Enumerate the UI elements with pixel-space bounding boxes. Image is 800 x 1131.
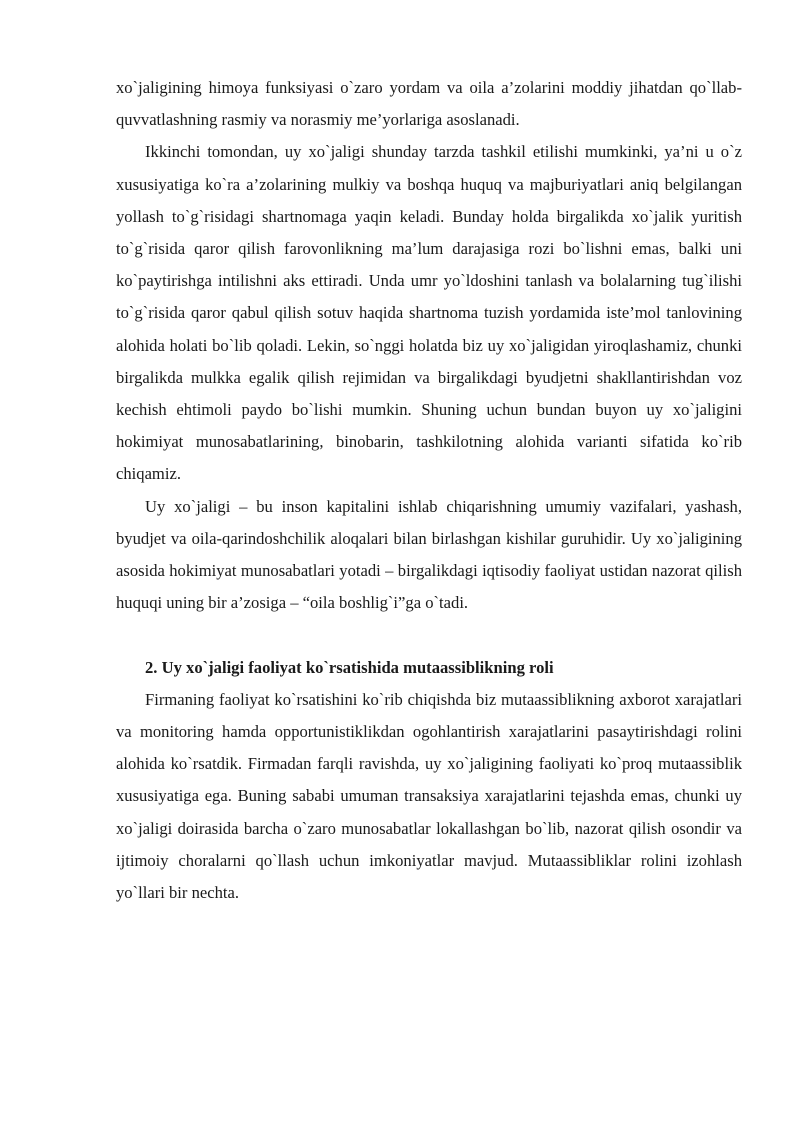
- paragraph-household-definition: Uy xo`jaligi – bu inson kapitalini ishlab chiqarishning umumiy vazifalari, yashash, byudjet va oila-qarindoshchilik aloqalari bilan birlashgan kishilar guruhidir. Uy xo`jaligining asosida hokimiyat munosabatlari yotadi – birgalikdagi iqtisodiy faoliyat ustidan nazorat qilish huquqi uning bir a’zosiga – “oila boshlig`i”ga o`tadi.: [116, 496, 742, 613]
- section-spacer: [116, 619, 742, 651]
- paragraph-continuation: xo`jaligining himoya funksiyasi o`zaro yordam va oila a’zolarini moddiy jihatdan qo`llab-quvvatlashning rasmiy va norasmiy me’yorlariga asoslanadi.: [116, 78, 742, 130]
- document-page: [116, 72, 742, 909]
- paragraph-household-contract: Ikkinchi tomondan, uy xo`jaligi shunday tarzda tashkil etilishi mumkinki, ya’ni u o`z xususiyatiga ko`ra a’zolarining mulkiy va boshqa huquq va majburiyatlari aniq belgilangan yollash to`g`risidagi shartnomaga yaqin keladi. Bunday holda birgalikda xo`jalik yuritish to`g`risida qaror qilish farovonlikning ma’lum darajasiga rozi bo`lishni emas, balki uni ko`paytirishga intilishni aks ettiradi. Unda umr yo`ldoshini tanlash va bolalarning tug`ilishi to`g`risida qaror qabul qilish sotuv haqida shartnoma tuzish yordamida iste’mol tanlovining alohida holati bo`lib qoladi. Lekin, so`nggi holatda biz uy xo`jaligidan yiroqlashamiz, chunki birgalikda mulkka egalik qilish rejimidan va birgalikdagi byudjetni shakllantirishdan voz kechish ehtimoli paydo bo`lishi mumkin. Shuning uchun bundan buyon uy xo`jaligini hokimiyat munosabatlarining, binobarin, tashkilotning alohida varianti sifatida ko`rib chiqamiz.: [116, 142, 742, 484]
- paragraph-section-body: Firmaning faoliyat ko`rsatishini ko`rib chiqishda biz mutaassiblikning axborot xarajatlari va monitoring hamda opportunistiklikdan ogohlantirish xarajatlarini pasaytirishdagi rolini alohida ko`rsatdik. Firmadan farqli ravishda, uy xo`jaligining faoliyati ko`proq mutaassiblik xususiyatiga ega. Buning sababi umuman transaksiya xarajatlarini tejashda emas, chunki uy xo`jaligi doirasida barcha o`zaro munosabatlar lokallashgan bo`lib, nazorat qilish osondir va ijtimoiy choralarni qo`llash uchun imkoniyatlar mavjud. Mutaassibliklar rolini izohlash yo`llari bir nechta.: [116, 689, 742, 903]
- section-heading: 2. Uy xo`jaligi faoliyat ko`rsatishida mutaassiblikning roli: [145, 657, 554, 677]
